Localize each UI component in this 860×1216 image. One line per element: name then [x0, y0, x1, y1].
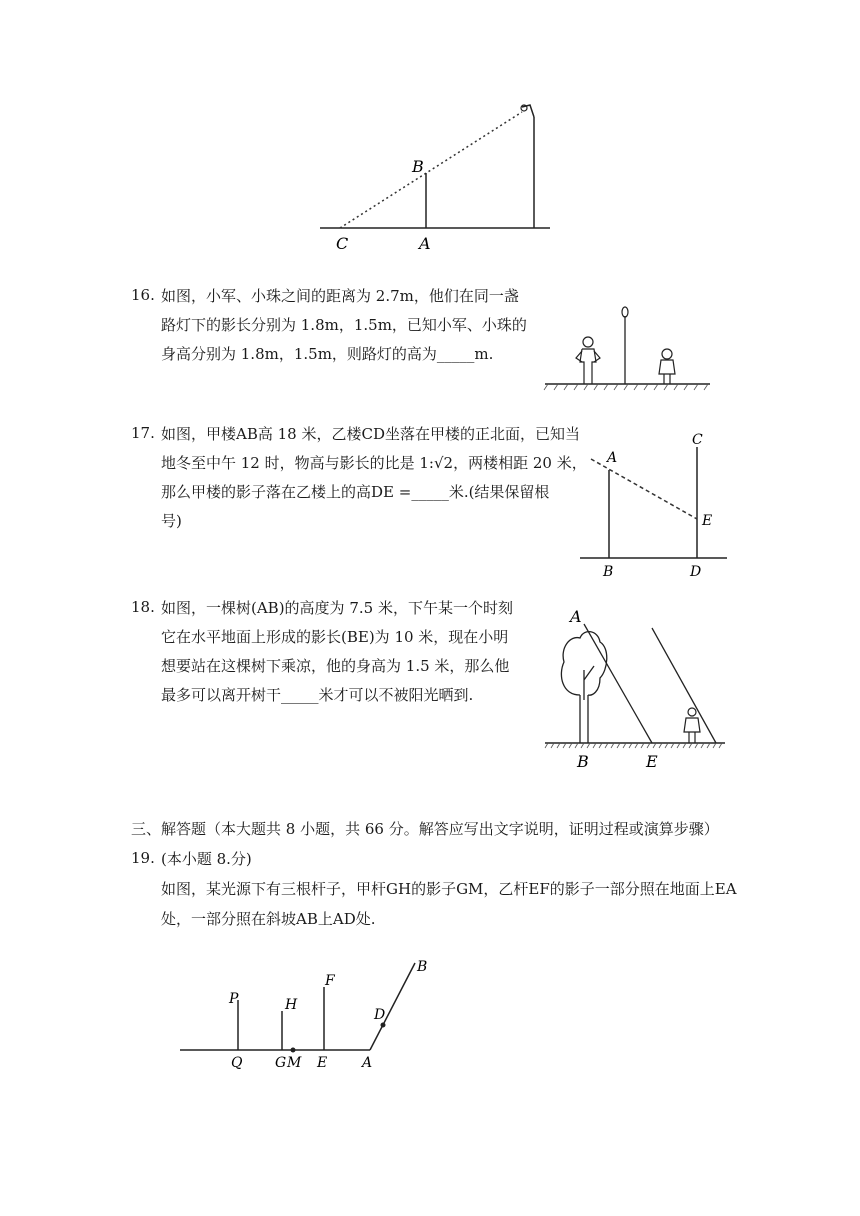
q19-line-1: 如图，某光源下有三根杆子，甲杆GH的影子GM，乙杆EF的影子一部分照在地面上EA	[161, 880, 737, 898]
person-xiaoming	[684, 708, 700, 743]
sun-ray-A	[584, 624, 652, 743]
label-C: C	[692, 432, 703, 448]
figure-q18	[540, 600, 735, 775]
label-B: B	[417, 959, 428, 975]
label-B: B	[577, 752, 589, 771]
label-M: M	[287, 1055, 302, 1071]
label-D: D	[374, 1007, 386, 1023]
label-D: D	[690, 564, 702, 580]
lamp-bulb	[622, 307, 628, 317]
label-A: A	[570, 607, 582, 626]
label-E: E	[646, 752, 658, 771]
q19-score: (本小题 8.分)	[161, 850, 252, 868]
tree	[561, 632, 606, 743]
sun-ray	[591, 459, 697, 519]
figure-q16	[540, 302, 715, 397]
label-G: G	[275, 1055, 287, 1071]
label-Q: Q	[231, 1055, 243, 1071]
figure-q19	[175, 955, 440, 1075]
q17-line-4: 号)	[161, 512, 182, 530]
q18-line-2: 它在水平地面上形成的影长(BE)为 10 米，现在小明	[161, 628, 509, 646]
q17-line-2: 地冬至中午 12 时，物高与影长的比是 1:√2，两楼相距 20 米，	[161, 454, 587, 472]
q18-line-4: 最多可以离开树干_____米才可以不被阳光晒到.	[161, 686, 474, 704]
label-B: B	[412, 157, 424, 176]
q18-line-3: 想要站在这棵树下乘凉，他的身高为 1.5 米，那么他	[161, 657, 510, 675]
q16-line-2: 路灯下的影长分别为 1.8m，1.5m，已知小军、小珠的	[161, 316, 527, 334]
q16-number: 16.	[131, 286, 155, 304]
ground-hatch	[544, 384, 708, 390]
label-P: P	[229, 991, 239, 1007]
q16-line-1: 如图，小军、小珠之间的距离为 2.7m，他们在同一盏	[161, 287, 519, 305]
q17-line-1: 如图，甲楼AB高 18 米，乙楼CD坐落在甲楼的正北面，已知当	[161, 425, 580, 443]
q16-line-3: 身高分别为 1.8m，1.5m，则路灯的高为_____m.	[161, 345, 494, 363]
label-C: C	[336, 234, 349, 253]
label-A: A	[419, 234, 431, 253]
dotted-ray	[340, 112, 522, 228]
point-M	[291, 1048, 296, 1053]
q17-line-3: 那么甲楼的影子落在乙楼上的高DE =_____米.(结果保留根	[161, 483, 550, 501]
label-A: A	[362, 1055, 373, 1071]
section-3-title: 三、解答题（本大题共 8 小题，共 66 分。解答应写出文字说明，证明过程或演算步骤）	[131, 820, 719, 838]
label-A: A	[607, 450, 618, 466]
label-E: E	[702, 513, 713, 529]
q19-number: 19.	[131, 849, 155, 867]
q18-number: 18.	[131, 598, 155, 616]
sun-ray-person	[652, 628, 716, 743]
q17-number: 17.	[131, 424, 155, 442]
label-B: B	[603, 564, 614, 580]
figure-q17	[575, 425, 735, 580]
label-E: E	[317, 1055, 328, 1071]
point-D	[381, 1023, 386, 1028]
label-H: H	[285, 997, 298, 1013]
q18-line-1: 如图，一棵树(AB)的高度为 7.5 米，下午某一个时刻	[161, 599, 513, 617]
person-xiaozhu	[659, 349, 675, 384]
label-F: F	[325, 973, 335, 989]
q19-line-2: 处，一部分照在斜坡AB上AD处.	[161, 910, 376, 928]
person-xiaojun	[576, 337, 600, 384]
figure-q15	[300, 95, 560, 260]
